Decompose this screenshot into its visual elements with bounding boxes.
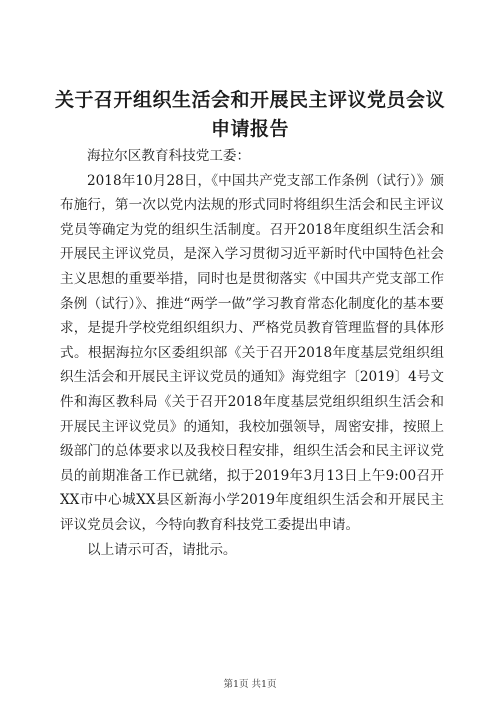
document-body <box>60 144 444 562</box>
page-footer: 第1页 共1页 <box>223 679 277 690</box>
body-paragraph: 2018年10月28日，《中国共产党支部工作条例（试行）》颁布施行，第一次以党内法规的形式同时将组织生活会和民主评议党员等确定为党的组织生活制度。召开2018年度组织生活会和开展民主评议党员，是深入学习贯彻习近平新时代中国特色社会主义思想的重要举措，同时也是贯彻落实《中国共产党支部工作条例（试行）》、推进“两学一做”学习教育常态化制度化的基本要求，是提升学校党组织组织力、严格党员教育管理监督的具体形式。根据海拉尔区委组织部《关于召开2018年度基层党组织组织生活会和开展民主评议党员的通知》海党组字〔2019〕4号文件和海区教科局《关于召开2018年度基层党组织组织生活会和开展民主评议党员》的通知，我校加强领导，周密安排，按照上级部门的总体要求以及我校日程安排，组织生活会和民主评议党员的前期准备工作已就绪，拟于2019年3月13日上午9:00召开XX市中心城XX县区新海小学2019年度组织生活会和开展民主评议党员会议，今特向教育科技党工委提出申请。 <box>60 172 444 533</box>
document-title: 关于召开组织生活会和开展民主评议党员会议申请报告 <box>54 89 445 140</box>
salutation: 海拉尔区教育科技党工委： <box>87 148 251 164</box>
closing-request: 以上请示可否，请批示。 <box>87 541 237 558</box>
